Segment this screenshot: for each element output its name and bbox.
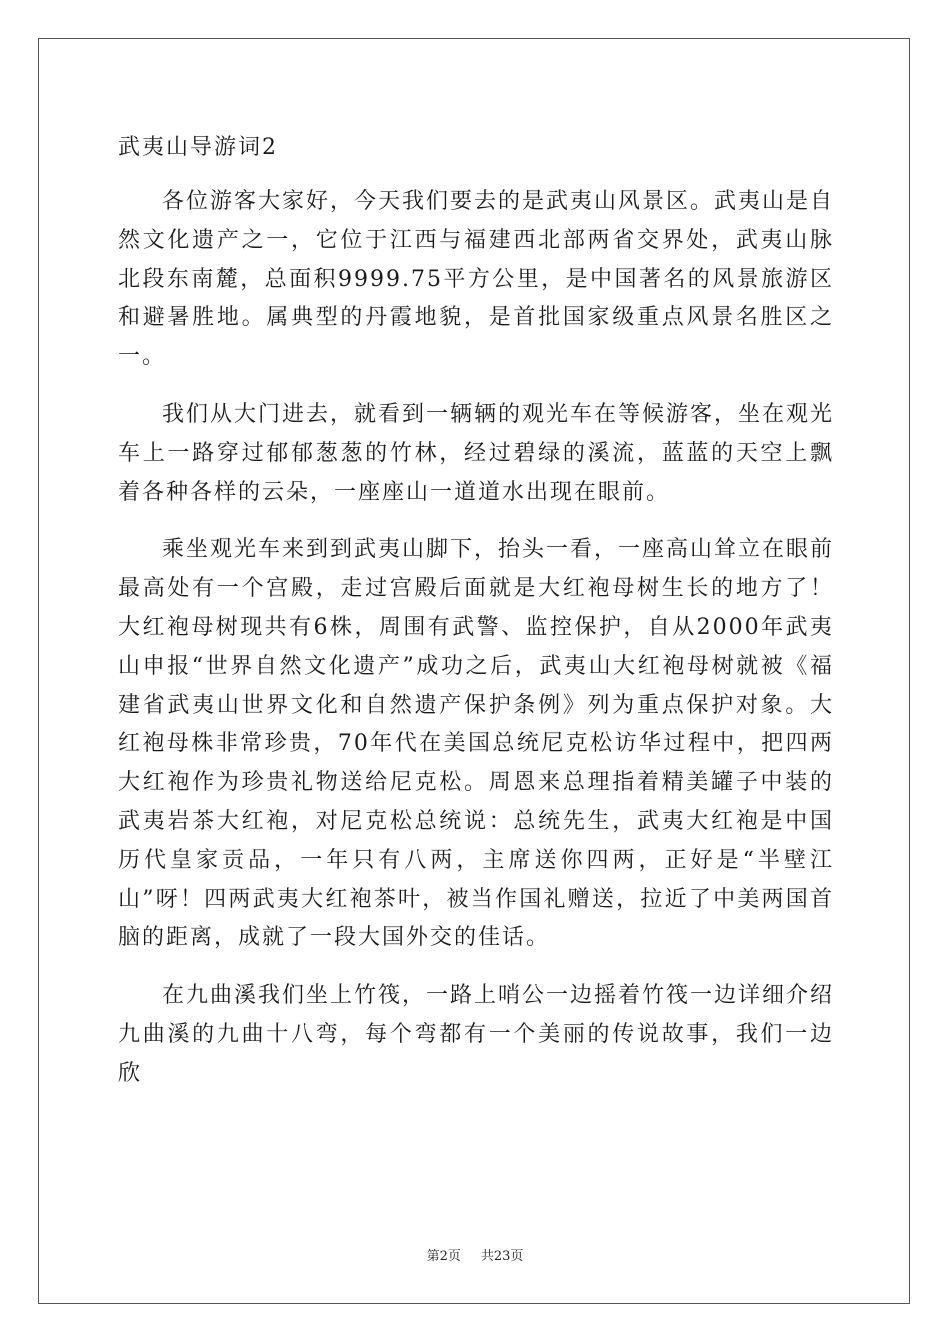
page-footer xyxy=(0,1248,950,1266)
paragraph-entrance: 我们从大门进去，就看到一辆辆的观光车在等候游客，坐在观光车上一路穿过郁郁葱葱的竹林，经过碧绿的溪流，蓝蓝的天空上飘着各种各样的云朵，一座座山一道道水出现在眼前。 xyxy=(118,401,835,505)
document-title: 武夷山导游词2 xyxy=(118,135,278,160)
document-body xyxy=(118,183,834,1113)
paragraph-nine-bend-stream: 在九曲溪我们坐上竹筏，一路上哨公一边摇着竹筏一边详细介绍九曲溪的九曲十八弯，每个弯都有一个美丽的传说故事，我们一边欣 xyxy=(118,983,835,1086)
paragraph-dahongpao: 乘坐观光车来到到武夷山脚下，抬头一看，一座高山耸立在眼前最高处有一个宫殿，走过宫殿后面就是大红袍母树生长的地方了！大红袍母树现共有6株，周围有武警、监控保护，自从2000年武夷山申报“世界自然文化遗产”成功之后，武夷山大红袍母树就被《福建省武夷山世界文化和自然遗产保护条例》列为重点保护对象。大红袍母株非常珍贵，70年代在美国总统尼克松访华过程中，把四两大红袍作为珍贵礼物送给尼克松。周恩来总理指着精美罐子中装的武夷岩茶大红袍，对尼克松总统说：总统先生，武夷大红袍是中国历代皇家贡品，一年只有八两，主席送你四两，正好是“半壁江山”呀！四两武夷大红袍茶叶，被当作国礼赠送，拉近了中美两国首脑的距离，成就了一段大国外交的佳话。 xyxy=(118,537,835,951)
page-number: 第2页 xyxy=(426,1249,461,1264)
total-pages: 共23页 xyxy=(480,1249,524,1264)
paragraph-intro: 各位游客大家好，今天我们要去的是武夷山风景区。武夷山是自然文化遗产之一，它位于江西与福建西北部两省交界处，武夷山脉北段东南麓，总面积9999.75平方公里，是中国著名的风景旅游区和避暑胜地。属典型的丹霞地貌，是首批国家级重点风景名胜区之一。 xyxy=(118,189,835,370)
